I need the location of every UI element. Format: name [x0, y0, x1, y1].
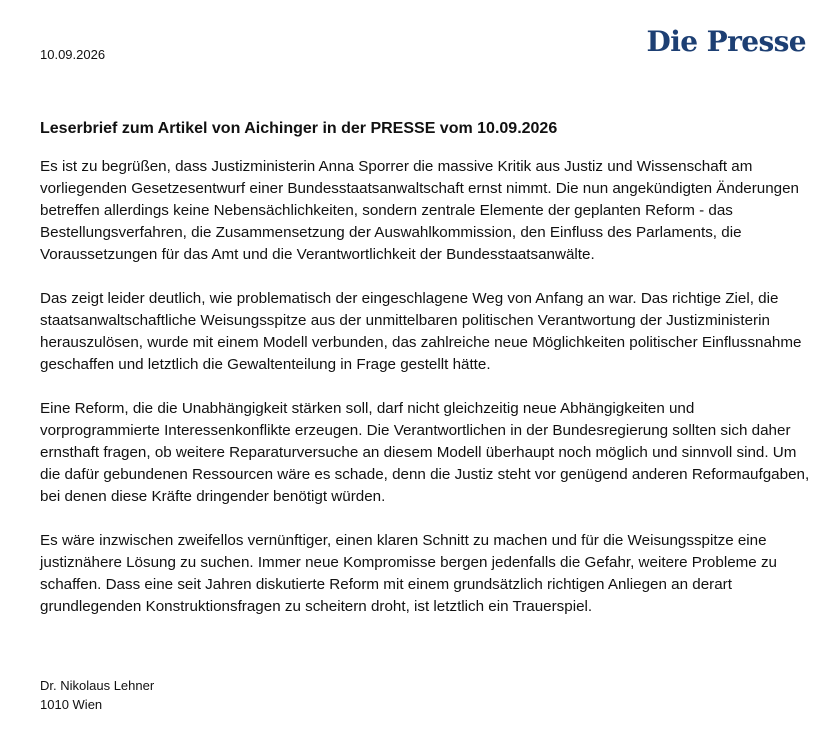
signature-block [40, 676, 154, 714]
letter-date: 10.09.2026 [40, 47, 106, 62]
letter-body [40, 156, 812, 640]
author-name: Dr. Nikolaus Lehner [40, 678, 155, 693]
letter-title: Leserbrief zum Artikel von Aichinger in der PRESSE vom 10.09.2026 [40, 120, 558, 137]
paragraph-3: Eine Reform, die die Unabhängigkeit stärken soll, darf nicht gleichzeitig neue Abhängigkeiten und vorprogrammierte Interessenkonflikte erzeugen. Die Verantwortlichen in der Bundesregierung sollten sich daher ernsthaft fragen, ob weitere Reparaturversuche an diesem Modell überhaupt noch möglich und sinnvoll sind. Um die dafür gebundenen Ressourcen wäre es schade, denn die Justiz steht vor genügend anderen Reformaufgaben, bei denen diese Kräfte dringender benötigt würden. [40, 400, 810, 505]
paragraph-1: Es ist zu begrüßen, dass Justizministerin Anna Sporrer die massive Kritik aus Justiz und Wissenschaft am vorliegenden Gesetzesentwurf einer Bundesstaatsanwaltschaft ernst nimmt. Die nun angekündigten Änderungen betreffen allerdings keine Nebensächlichkeiten, sondern zentrale Elemente der geplanten Reform - das Bestellungsverfahren, die Zusammensetzung der Auswahlkommission, den Einfluss des Parlaments, die Voraussetzungen für das Amt und die Verantwortlichkeit der Bundesstaatsanwälte. [40, 158, 799, 263]
author-city: 1010 Wien [40, 697, 103, 712]
die-presse-logo: Die Presse [646, 25, 806, 58]
paragraph-2: Das zeigt leider deutlich, wie problematisch der eingeschlagene Weg von Anfang an war. Das richtige Ziel, die staatsanwaltschaftliche Weisungsspitze aus der unmittelbaren politischen Verantwortung der Justizministerin herauszulösen, wurde mit einem Modell verbunden, das zahlreiche neue Möglichkeiten politischer Einflussnahme geschaffen und letztlich die Gewaltenteilung in Frage gestellt hätte. [40, 290, 802, 373]
paragraph-4: Es wäre inzwischen zweifellos vernünftiger, einen klaren Schnitt zu machen und für die Weisungsspitze eine justiznähere Lösung zu suchen. Immer neue Kompromisse bergen jedenfalls die Gefahr, weitere Probleme zu schaffen. Dass eine seit Jahren diskutierte Reform mit einem grundsätzlich richtigen Anliegen an derart grundlegenden Konstruktionsfragen zu scheitern droht, ist letztlich ein Trauerspiel. [40, 532, 777, 615]
